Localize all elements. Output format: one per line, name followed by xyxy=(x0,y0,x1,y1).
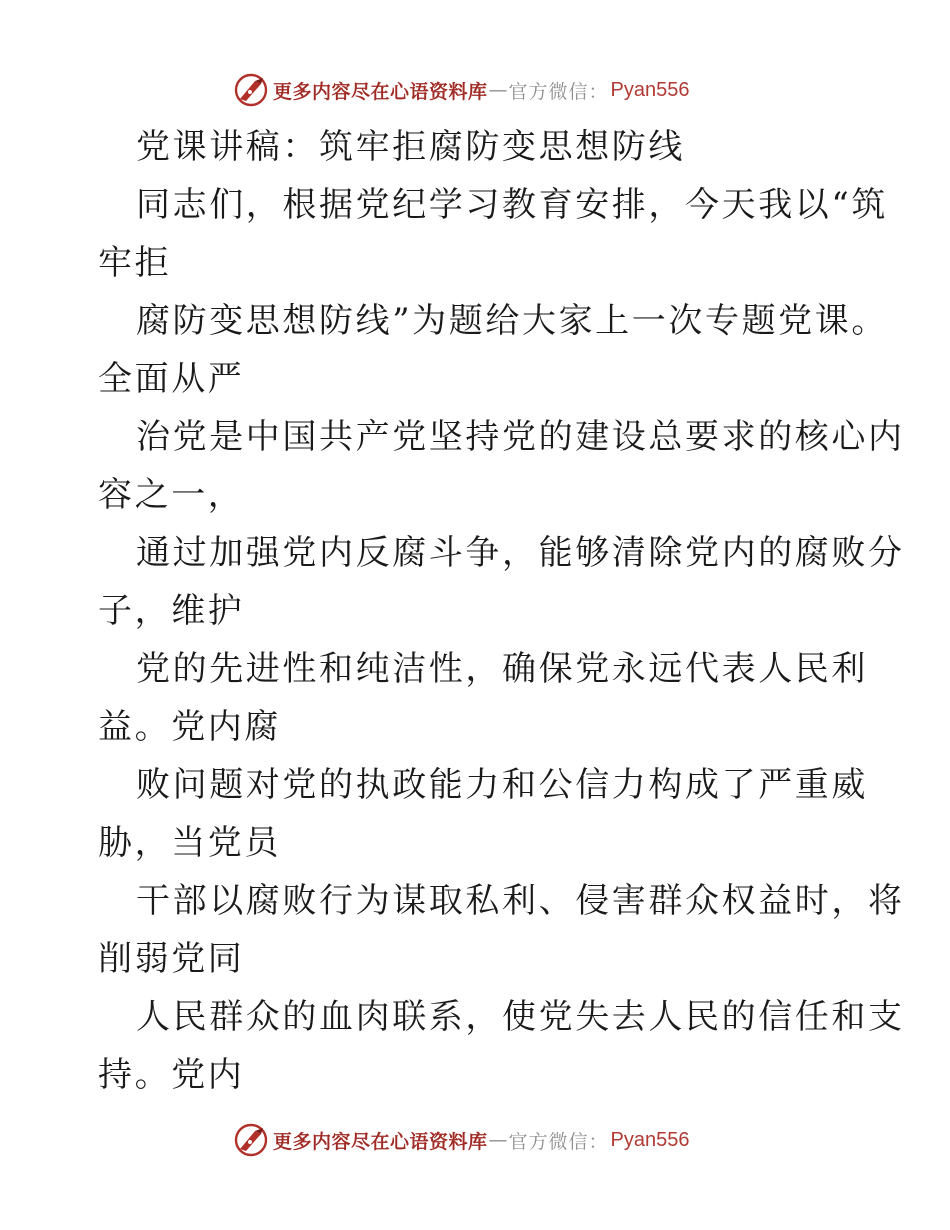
watermark-main-text: 更多内容尽在心语资料库 xyxy=(273,80,488,103)
watermark-wechat-id: Pyan556 xyxy=(610,1128,690,1151)
paragraph-line: 益。党内腐 xyxy=(98,707,281,747)
paragraph-line: 牢拒 xyxy=(98,243,172,283)
paragraph-line: 削弱党同 xyxy=(98,939,245,979)
paragraph-line: 治党是中国共产党坚持党的建设总要求的核心内 xyxy=(136,417,905,457)
paragraph-line: 党的先进性和纯洁性，确保党永远代表人民利 xyxy=(136,649,868,689)
watermark-wechat-id: Pyan556 xyxy=(610,78,690,101)
paragraph-line: 全面从严 xyxy=(98,359,245,399)
paragraph-line: 胁，当党员 xyxy=(98,823,281,863)
paragraph-line: 干部以腐败行为谋取私利、侵害群众权益时，将 xyxy=(136,881,905,921)
document-body xyxy=(98,118,905,1104)
watermark-dash: — xyxy=(488,1129,508,1151)
watermark-dash: — xyxy=(488,79,508,101)
watermark-wechat-label: 官方微信： xyxy=(508,1130,609,1153)
paragraph-line: 容之一， xyxy=(98,475,245,515)
pen-nib-logo-icon xyxy=(233,72,269,108)
paragraph-line: 子，维护 xyxy=(98,591,245,631)
watermark-main-text: 更多内容尽在心语资料库 xyxy=(273,1130,488,1153)
paragraph-line: 人民群众的血肉联系，使党失去人民的信任和支 xyxy=(136,997,905,1037)
header-watermark-banner xyxy=(233,70,690,110)
document-title: 党课讲稿：筑牢拒腐防变思想防线 xyxy=(136,127,685,167)
paragraph-line: 败问题对党的执政能力和公信力构成了严重威 xyxy=(136,765,868,805)
watermark-wechat-label: 官方微信： xyxy=(508,80,609,103)
paragraph-line: 同志们，根据党纪学习教育安排，今天我以“筑 xyxy=(136,185,888,225)
paragraph-line: 通过加强党内反腐斗争，能够清除党内的腐败分 xyxy=(136,533,905,573)
pen-nib-logo-icon xyxy=(233,1122,269,1158)
paragraph-line: 持。党内 xyxy=(98,1055,245,1095)
footer-watermark-banner xyxy=(233,1120,690,1160)
paragraph-line: 腐防变思想防线”为题给大家上一次专题党课。 xyxy=(136,301,888,341)
